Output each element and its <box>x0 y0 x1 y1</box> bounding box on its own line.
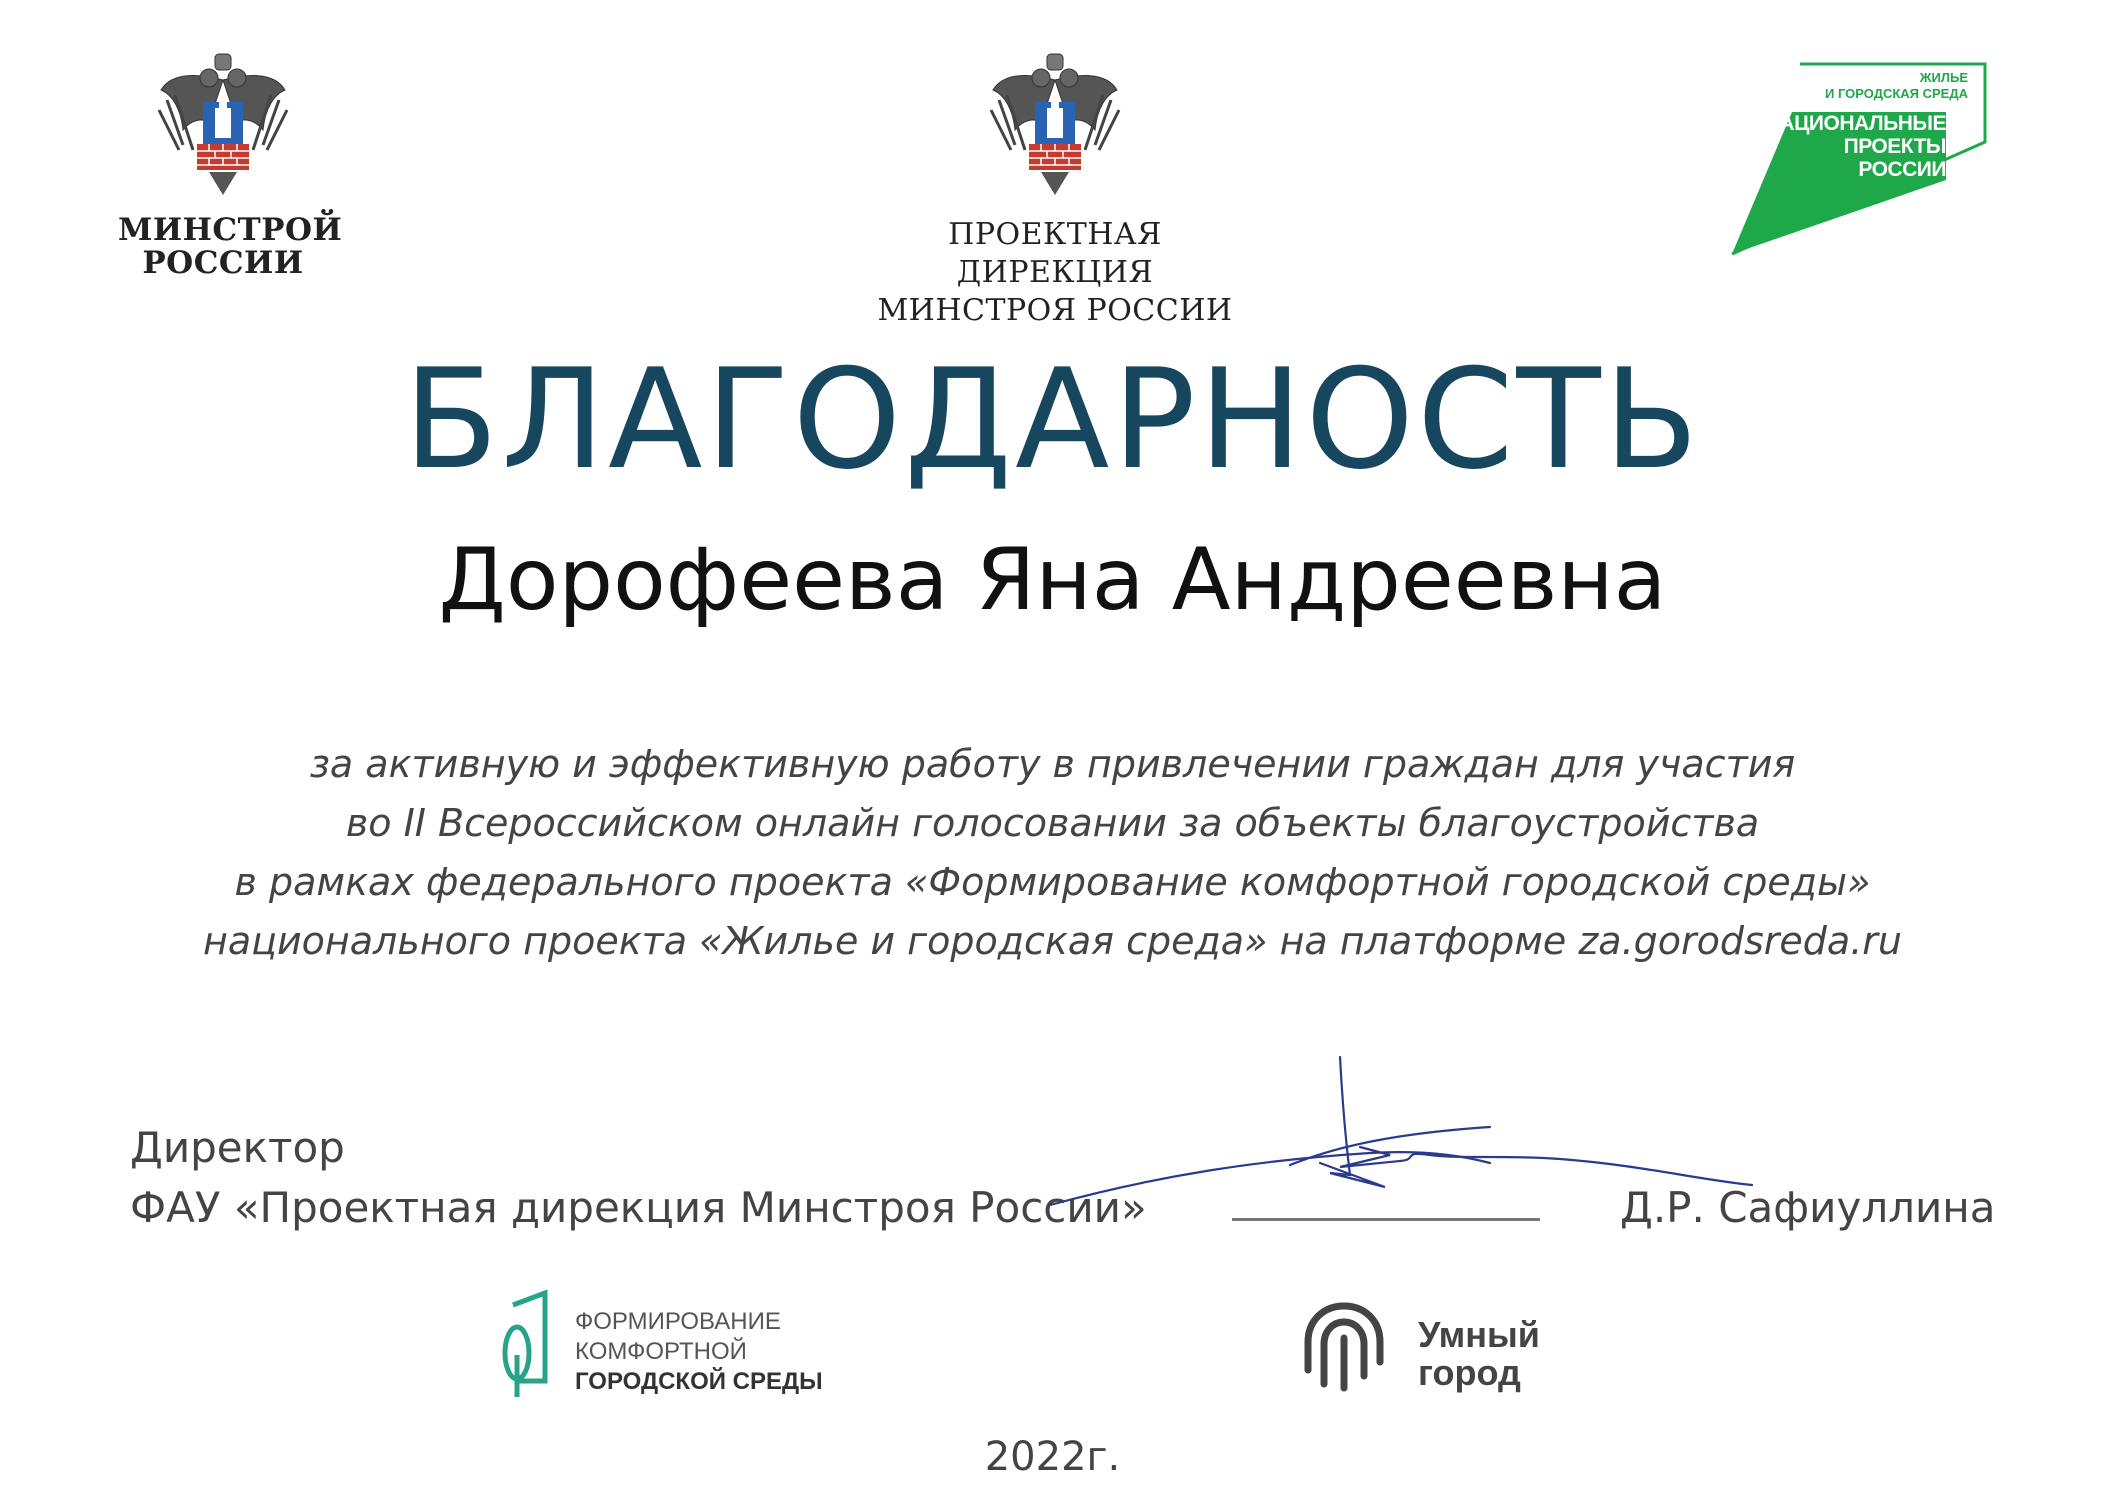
national-projects-logo <box>1730 62 1990 262</box>
issue-year: 2022г. <box>984 1434 1121 1480</box>
comfortable-city-logo-text: ФОРМИРОВАНИЕ КОМФОРТНОЙ ГОРОДСКОЙ СРЕДЫ <box>575 1308 823 1395</box>
fingerprint-icon <box>1300 1298 1390 1398</box>
reason-line: во II Всероссийском онлайн голосовании за объекты благоустройства <box>345 801 1760 845</box>
project-directorate-logo <box>845 50 1265 328</box>
city-environment-icon <box>495 1285 565 1405</box>
director-position <box>130 1118 1147 1238</box>
national-projects-title: НАЦИОНАЛЬНЫЕ ПРОЕКТЫ РОССИИ <box>1764 112 1946 181</box>
director-title: Директор <box>130 1123 345 1172</box>
minstroy-logo <box>118 50 343 290</box>
smart-city-logo-text: Умный город <box>1418 1314 1540 1393</box>
comfortable-city-logo <box>495 1285 835 1405</box>
national-projects-subtitle: ЖИЛЬЕ И ГОРОДСКАЯ СРЕДА <box>1824 70 1968 101</box>
award-reason <box>60 735 2045 971</box>
project-directorate-logo-text: ПРОЕКТНАЯ ДИРЕКЦИЯ МИНСТРОЯ РОССИИ <box>877 217 1233 328</box>
reason-line: национального проекта «Жилье и городская среда» на платформе za.gorodsreda.ru <box>202 919 1902 963</box>
signatory-name: Д.Р. Сафиуллина <box>1620 1183 1996 1232</box>
minstroy-logo-text: МИНСТРОЙ РОССИИ <box>118 212 343 281</box>
double-headed-eagle-icon <box>153 50 293 200</box>
recipient-name: Дорофеева Яна Андреевна <box>438 530 1667 630</box>
smart-city-logo <box>1300 1298 1600 1398</box>
reason-line: за активную и эффективную работу в привлечении граждан для участия <box>309 742 1796 786</box>
director-organization: ФАУ «Проектная дирекция Минстроя России» <box>130 1183 1147 1232</box>
signature-line <box>1232 1218 1540 1221</box>
certificate-title: БЛАГОДАРНОСТЬ <box>403 339 1702 500</box>
double-headed-eagle-icon <box>985 50 1125 200</box>
reason-line: в рамках федерального проекта «Формирование комфортной городской среды» <box>234 860 1871 904</box>
